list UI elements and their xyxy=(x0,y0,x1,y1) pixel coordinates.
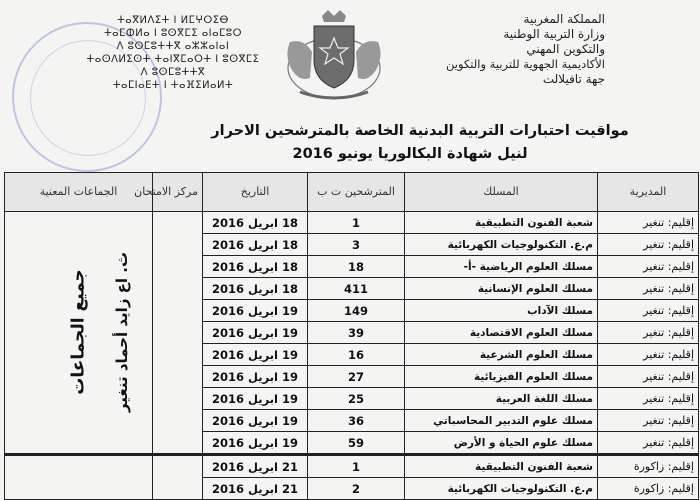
track-cell: مسلك اللغة العربية xyxy=(405,388,598,410)
table-row xyxy=(5,212,699,234)
directorate-cell: إقليم: تنغير xyxy=(598,300,699,322)
candidates-cell: 39 xyxy=(308,322,405,344)
candidates-cell: 16 xyxy=(308,344,405,366)
date-cell: 19 ابريل 2016 xyxy=(203,344,308,366)
table-row xyxy=(5,455,699,478)
track-cell: مسلك العلوم الشرعية xyxy=(405,344,598,366)
date-cell: 18 ابريل 2016 xyxy=(203,256,308,278)
column-header: المديرية xyxy=(598,173,699,212)
column-header: المسلك xyxy=(405,173,598,212)
tifinagh-line: ⴷ ⵓⵙⵎⵓⵜⵜⴳ xyxy=(140,67,206,78)
track-cell: م.ع. التكنولوجيات الكهربائية xyxy=(405,234,598,256)
schedule-table xyxy=(4,172,699,500)
track-cell: مسلك علوم التدبير المحاسباتي xyxy=(405,410,598,432)
header-tifinagh xyxy=(78,14,268,92)
exam-center-cell xyxy=(112,212,203,455)
directorate-cell: إقليم: تنغير xyxy=(598,388,699,410)
candidates-cell: 27 xyxy=(308,366,405,388)
date-cell: 18 ابريل 2016 xyxy=(203,234,308,256)
directorate-cell: إقليم: تنغير xyxy=(598,234,699,256)
candidates-cell: 1 xyxy=(308,455,405,478)
track-cell: مسلك العلوم الاقتصادية xyxy=(405,322,598,344)
directorate-cell: إقليم: تنغير xyxy=(598,366,699,388)
tifinagh-line: ⵜⴰⵎⵏⴰⴹⵜ ⵏ ⵜⴰⴼⵉⵍⴰⵍⵜ xyxy=(112,80,234,91)
document-title: مواقيت احتبارات التربية البدنية الخاصة بالمترشحين الاحرار xyxy=(211,123,629,139)
date-cell: 19 ابريل 2016 xyxy=(203,366,308,388)
header-line: جهة تافيلالت xyxy=(542,72,605,86)
date-cell: 19 ابريل 2016 xyxy=(203,432,308,455)
track-cell: مسلك الآداب xyxy=(405,300,598,322)
table-header-row xyxy=(5,173,699,212)
directorate-cell: إقليم: تنغير xyxy=(598,410,699,432)
candidates-cell: 59 xyxy=(308,432,405,455)
tifinagh-line: ⵜⴰⴳⵍⴷⵉⵜ ⵏ ⵍⵎⵖⵔⵉⴱ xyxy=(117,15,229,26)
header-line: وزارة التربية الوطنية xyxy=(503,27,605,41)
date-cell: 19 ابريل 2016 xyxy=(203,410,308,432)
directorate-cell: إقليم: تنغير xyxy=(598,278,699,300)
date-cell: 19 ابريل 2016 xyxy=(203,322,308,344)
column-header: الجماعات المعنية xyxy=(5,173,153,212)
header-line: الأكاديمية الجهوية للتربية والتكوين xyxy=(446,57,605,71)
header-line: المملكة المغربية xyxy=(523,12,605,26)
directorate-cell: إقليم: زاكورة xyxy=(598,478,699,500)
directorate-cell: إقليم: تنغير xyxy=(598,212,699,234)
directorate-cell: إقليم: تنغير xyxy=(598,322,699,344)
date-cell: 21 ابريل 2016 xyxy=(203,478,308,500)
tifinagh-line: ⵜⴰⵎⵀⵍⴰ ⵏ ⵓⵙⴳⵎⵉ ⴰⵏⴰⵎⵓⵔ xyxy=(104,28,242,39)
track-cell: مسلك العلوم الرياضية -أ- xyxy=(405,256,598,278)
candidates-cell: 149 xyxy=(308,300,405,322)
communes-label: جميع الجماعات xyxy=(68,268,89,395)
tifinagh-line: ⵜⴰⵙⴷⵍⵉⵙⵜ ⵜⴰⵏⴳⵎⴰⵔⵜ ⵏ ⵓⵙⴳⵎⵉ xyxy=(86,54,260,65)
date-cell: 19 ابريل 2016 xyxy=(203,388,308,410)
candidates-cell: 411 xyxy=(308,278,405,300)
candidates-cell: 18 xyxy=(308,256,405,278)
directorate-cell: إقليم: تنغير xyxy=(598,256,699,278)
candidates-cell: 36 xyxy=(308,410,405,432)
track-cell: مسلك علوم الحياة و الأرض xyxy=(405,432,598,455)
track-cell: مسلك العلوم الفيزيائية xyxy=(405,366,598,388)
candidates-cell: 1 xyxy=(308,212,405,234)
track-cell: م.ع. التكنولوجيات الكهربائية xyxy=(405,478,598,500)
document-subtitle: لنيل شهادة البكالوريا يونيو 2016 xyxy=(292,146,528,162)
header-line: والتكوين المهني xyxy=(526,42,605,56)
date-cell: 19 ابريل 2016 xyxy=(203,300,308,322)
candidates-cell: 25 xyxy=(308,388,405,410)
column-header: التاريخ xyxy=(203,173,308,212)
date-cell: 21 ابريل 2016 xyxy=(203,455,308,478)
exam-center-label: ث. اع زايد أحماد تنغير xyxy=(112,251,131,412)
directorate-cell: إقليم: تنغير xyxy=(598,432,699,455)
track-cell: شعبة الفنون التطبيقية xyxy=(405,455,598,478)
header-arabic xyxy=(375,12,605,87)
candidates-cell: 3 xyxy=(308,234,405,256)
date-cell: 18 ابريل 2016 xyxy=(203,212,308,234)
directorate-cell: إقليم: تنغير xyxy=(598,344,699,366)
exam-center-cell xyxy=(153,455,203,500)
column-header: المترشحين ت ب xyxy=(308,173,405,212)
directorate-cell: إقليم: زاكورة xyxy=(598,455,699,478)
tifinagh-line: ⴷ ⵓⵙⵎⵓⵜⵜⴳ ⴰⵣⵣⴰⵏⴰⵏ xyxy=(116,41,230,52)
track-cell: مسلك العلوم الإنسانية xyxy=(405,278,598,300)
date-cell: 18 ابريل 2016 xyxy=(203,278,308,300)
candidates-cell: 2 xyxy=(308,478,405,500)
communes-cell xyxy=(5,455,153,500)
track-cell: شعبة الفنون التطبيقية xyxy=(405,212,598,234)
coat-of-arms-icon xyxy=(278,8,390,106)
column-header: مركز الامتحان xyxy=(153,173,203,212)
